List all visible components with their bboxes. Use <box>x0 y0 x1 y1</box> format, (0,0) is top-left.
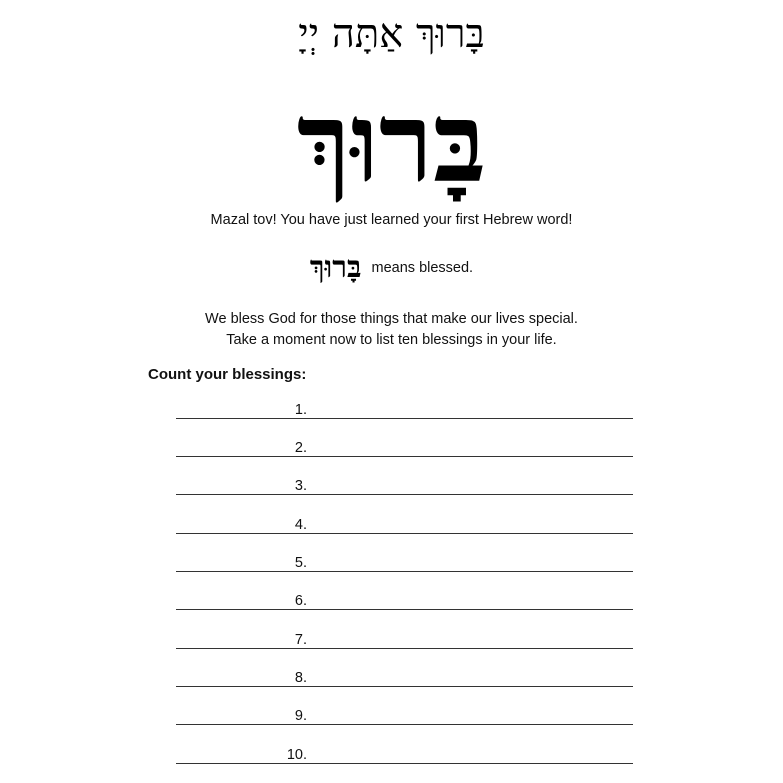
blessing-row <box>140 632 640 656</box>
blessing-row <box>140 478 640 502</box>
blessing-input-line[interactable] <box>176 648 633 649</box>
list-title: Count your blessings: <box>148 366 307 383</box>
hebrew-blessing-phrase: בָּרוּךְ אַתָּה יְיָ <box>298 11 485 57</box>
item-number: 9. <box>294 708 307 724</box>
blessing-row <box>140 593 640 617</box>
meaning-text: means blessed. <box>371 259 474 276</box>
item-number: 6. <box>294 593 307 609</box>
blessing-input-line[interactable] <box>176 763 633 764</box>
item-number: 4. <box>294 517 307 533</box>
blessing-row <box>140 670 640 694</box>
blessing-row <box>140 517 640 541</box>
blessing-row <box>140 555 640 579</box>
blessing-input-line[interactable] <box>176 418 633 419</box>
blessing-input-line[interactable] <box>176 686 633 687</box>
item-number: 5. <box>294 555 307 571</box>
hebrew-word-large: בָּרוּךְ <box>296 78 487 207</box>
instruction-line-1: We bless God for those things that make our lives special. <box>205 311 578 327</box>
blessing-input-line[interactable] <box>176 456 633 457</box>
mazal-tov-text: Mazal tov! You have just learned your first Hebrew word! <box>210 212 573 228</box>
instruction-line-2: Take a moment now to list ten blessings in your life. <box>226 332 557 348</box>
instruction-paragraph <box>0 309 783 351</box>
item-number: 2. <box>294 440 307 456</box>
blessing-input-line[interactable] <box>176 533 633 534</box>
blessing-input-line[interactable] <box>176 494 633 495</box>
blessing-row <box>140 708 640 732</box>
blessing-input-line[interactable] <box>176 571 633 572</box>
item-number: 3. <box>294 478 307 494</box>
blessing-row <box>140 747 640 771</box>
blessing-row <box>140 440 640 464</box>
blessing-input-line[interactable] <box>176 609 633 610</box>
blessing-row <box>140 402 640 426</box>
item-number: 7. <box>294 632 307 648</box>
item-number: 8. <box>294 670 307 686</box>
item-number: 10. <box>286 747 307 763</box>
item-number: 1. <box>294 402 307 418</box>
blessing-input-line[interactable] <box>176 724 633 725</box>
word-meaning-row <box>0 250 783 285</box>
hebrew-word-small: בָּרוּךְ <box>309 250 362 285</box>
